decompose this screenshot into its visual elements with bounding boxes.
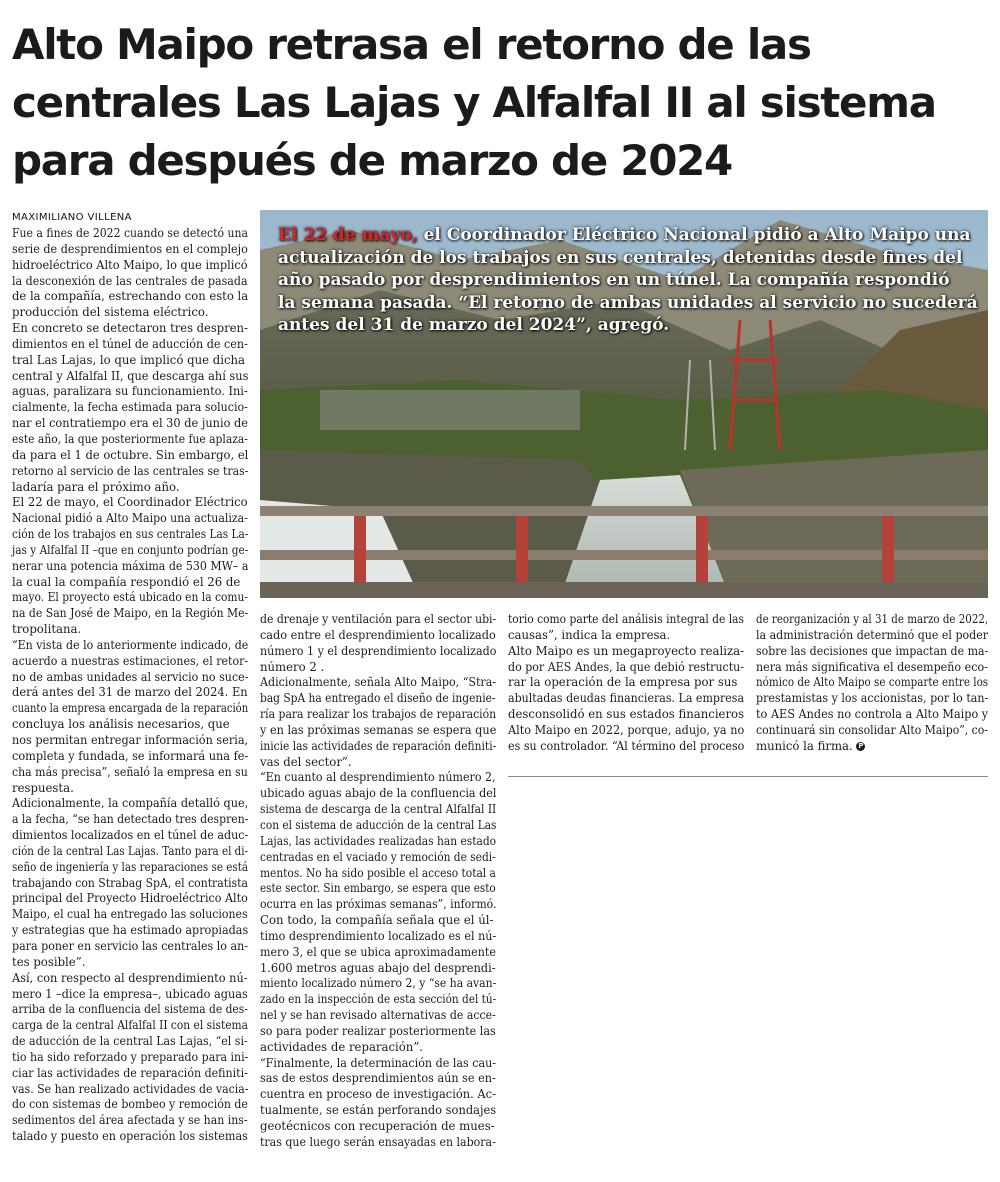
article-line: Lajas, las actividades realizadas han estado: [260, 833, 497, 848]
article-line: talado y puesto en operación los sistemas: [12, 1129, 248, 1144]
article-line: cuanto la empresa encargada de la reparación: [12, 701, 249, 716]
article-line: centradas en el vaciado y remoción de sedi-: [260, 849, 496, 864]
article-line: seño de ingeniería y las reparaciones se está: [12, 859, 249, 874]
article-line: inicie las actividades de reparación definiti-: [260, 738, 497, 753]
article-line: producción del sistema eléctrico.: [12, 305, 209, 320]
article-line: desconsolidó en sus estados financieros: [508, 707, 745, 722]
article-line: ocurra en las próximas semanas”, informó.: [260, 897, 497, 912]
article-line: Nacional pidió a Alto Maipo una actualiza-: [12, 511, 248, 526]
article-line: Alto Maipo es un megaproyecto realiza-: [508, 643, 745, 658]
article-line: nar el contratiempo era el 30 de junio de: [12, 416, 249, 431]
article-line: tral Las Lajas, lo que implicó que dicha: [12, 352, 246, 367]
article-line: trabajando con Strabag SpA, el contratista: [12, 875, 248, 890]
article-line: “Finalmente, la determinación de las cau-: [260, 1055, 497, 1070]
article-line: tio ha sido reforzado y preparado para ini-: [12, 1049, 249, 1064]
article-line: tes posible”.: [12, 954, 86, 969]
article-column-3: [508, 612, 744, 755]
article-line: de la compañía, estrechando con esto la: [12, 289, 249, 304]
caption-line: actualización de los trabajos en sus centrales, detenidas desde fines del: [278, 247, 963, 268]
article-line: la desconexión de las centrales de pasada: [12, 273, 248, 288]
article-line: prestamistas y los accionistas, por lo tan-: [756, 691, 989, 706]
article-line: actividades de reparación”.: [260, 1039, 424, 1054]
article-line: mero 3, el que se ubica aproximadamente: [260, 944, 496, 959]
caption-line: la semana pasada. “El retorno de ambas unidades al servicio no sucederá: [278, 292, 978, 313]
article-line: causas”, indica la empresa.: [508, 627, 671, 642]
article-line: este año, la que posteriormente fue aplaza-: [12, 431, 248, 446]
article-line: na de San José de Maipo, en la Región Me-: [12, 606, 249, 621]
article-line: nerar una potencia máxima de 530 MW– a: [12, 558, 249, 573]
article-line: 1.600 metros aguas abajo del desprendi-: [260, 960, 496, 975]
article-line: da para el 1 de octubre. Sin embargo, el: [12, 447, 249, 462]
article-line: número 2 .: [260, 659, 325, 674]
caption-date: El 22 de mayo,: [278, 225, 418, 245]
article-line: Adicionalmente, señala Alto Maipo, “Stra-: [260, 675, 497, 690]
article-line: tualmente, se están perforando sondajes: [260, 1103, 497, 1118]
article-line: ción de los trabajos en sus centrales Las La-: [12, 527, 249, 542]
article-line: rar la operación de la empresa por sus: [508, 675, 738, 690]
article-line: Fue a fines de 2022 cuando se detectó una: [12, 226, 248, 240]
article-line: El 22 de mayo, el Coordinador Eléctrico: [12, 495, 248, 510]
caption-line: año pasado por desprendimientos en un túnel. La compañía respondió: [278, 270, 950, 291]
article-line: la administración determinó que el poder: [756, 627, 988, 642]
article-line: cuentra en proceso de investigación. Ac-: [260, 1087, 496, 1102]
article-line: arriba de la confluencia del sistema de des-: [12, 1002, 248, 1017]
headline-line: centrales Las Lajas y Alfalfal II al sistema: [12, 78, 936, 127]
article-line: “En vista de lo anteriormente indicado, de: [12, 637, 249, 652]
article-line: jas y Alfalfal II –que en conjunto podrían ge-: [12, 542, 249, 557]
article-line: ría para realizar los trabajos de reparación: [260, 707, 497, 722]
article-photo: [260, 210, 988, 598]
article-line: “En cuanto al desprendimiento número 2,: [260, 770, 496, 785]
photo-caption: [278, 224, 978, 337]
article-line: miento localizado número 2, y “se ha avan-: [260, 976, 497, 991]
article-column-4: [756, 612, 988, 755]
article-line: este sector. Sin embargo, se espera que esto: [260, 881, 496, 896]
article-line: sas de estos desprendimientos aún se en-: [260, 1071, 496, 1086]
article-line: vas del sector”.: [260, 754, 352, 769]
article-line: torio como parte del análisis integral de las: [508, 612, 745, 626]
article-line: central y Alfalfal II, que descarga ahí sus: [12, 368, 249, 383]
article-line: la cual la compañía respondió el 26 de: [12, 574, 241, 589]
article-line: mentos. No ha sido posible el acceso total a: [260, 865, 496, 880]
article-line: Maipo, el cual ha entregado las soluciones: [12, 907, 248, 922]
headline-line: para después de marzo de 2024: [12, 136, 732, 185]
article-line: acuerdo a nuestras estimaciones, el retor-: [12, 653, 249, 668]
article-line: geotécnicos con recuperación de mues-: [260, 1119, 495, 1133]
article-line: mayo. El proyecto está ubicado en la comu-: [12, 590, 249, 605]
article-column-1: [12, 226, 248, 1145]
article-line: do con sistemas de bombeo y remoción de: [12, 1097, 248, 1112]
article-line: Alto Maipo en 2022, porque, adujo, ya no: [508, 722, 745, 737]
article-line: ladaría para el próximo año.: [12, 479, 180, 494]
article-line: nómico de Alto Maipo se comparte entre los: [756, 675, 989, 690]
article-line: sedimentos del área afectada y se han ins-: [12, 1113, 248, 1128]
article-line: número 1 y el desprendimiento localizado: [260, 643, 497, 658]
article-line: es su controlador. “Al término del proceso: [508, 738, 745, 753]
article-line: zado en la inspección de esta sección del tú-: [260, 992, 497, 1007]
article-line: sobre las decisiones que impactan de ma-: [756, 643, 989, 658]
caption-line: antes del 31 de marzo del 2024”, agregó.: [278, 315, 670, 336]
column-divider-rule: [508, 776, 988, 777]
article-line: do por AES Andes, la que debió restructu-: [508, 659, 745, 674]
article-line: y en las próximas semanas se espera que: [260, 722, 497, 737]
article-line: cialmente, la fecha estimada para solucio-: [12, 400, 248, 415]
article-line: sistema de descarga de la central Alfalfal II: [260, 802, 497, 817]
article-line: tropolitana.: [12, 622, 82, 637]
article-line: municó la firma. P: [756, 738, 864, 753]
article-line: continuará sin consolidar Alto Maipo”, co-: [756, 722, 988, 737]
article-line: cha más precisa”, señaló la empresa en su: [12, 764, 248, 779]
article-line: mero 1 –dice la empresa–, ubicado aguas: [12, 986, 248, 1001]
article-line: cado entre el desprendimiento localizado: [260, 627, 496, 642]
article-line: con el sistema de aducción de la central Las: [260, 817, 497, 832]
article-line: de aducción de la central Las Lajas, “el si-: [12, 1034, 248, 1049]
article-line: para poner en servicio las centrales lo an-: [12, 938, 248, 953]
article-line: de reorganización y al 31 de marzo de 2022,: [756, 612, 989, 626]
headline-line: Alto Maipo retrasa el retorno de las: [12, 20, 811, 69]
article-line: nera más significativa el desempeño eco-: [756, 659, 988, 674]
article-line: dimientos localizados en el túnel de aduc-: [12, 828, 249, 843]
article-line: a la fecha, “se han detectado tres despren-: [12, 812, 249, 827]
article-line: retorno al servicio de las centrales se tras-: [12, 463, 249, 478]
article-line: carga de la central Alfalfal II con el sistema: [12, 1018, 248, 1033]
article-line: nos permitan entregar información seria,: [12, 733, 249, 747]
article-line: dimientos en el túnel de aducción de cen-: [12, 336, 248, 351]
article-line: respuesta.: [12, 780, 74, 795]
article-line: ción de la central Las Lajas. Tanto para el di-: [12, 843, 249, 858]
caption-line: el Coordinador Eléctrico Nacional pidió a Alto Maipo una: [417, 225, 971, 245]
article-line: bag SpA ha entregado el diseño de ingenie-: [260, 691, 496, 706]
article-line: Adicionalmente, la compañía detalló que,: [12, 796, 249, 811]
article-line: Con todo, la compañía señala que el úl-: [260, 913, 494, 928]
article-line: y estrategias que ha estimado apropiadas: [12, 923, 249, 938]
article-line: derá antes del 31 de marzo del 2024. En: [12, 685, 248, 700]
article-line: to AES Andes no controla a Alto Maipo y: [756, 707, 989, 722]
article-line: hidroeléctrico Alto Maipo, lo que implicó: [12, 257, 248, 272]
article-line: Así, con respecto al desprendimiento nú-: [12, 970, 248, 985]
article-line: tras que luego serán ensayadas en labora-: [260, 1134, 496, 1149]
article-line: ubicado aguas abajo de la confluencia del: [260, 786, 497, 801]
article-line: completa y fundada, se informará una fe-: [12, 748, 249, 763]
article-line: de drenaje y ventilación para el sector ubi-: [260, 612, 497, 626]
byline: MAXIMILIANO VILLENA: [12, 212, 132, 223]
article-line: aguas, paralizara su funcionamiento. Ini-: [12, 384, 248, 399]
article-line: abultadas deudas financieras. La empresa: [508, 691, 745, 706]
article-line: concluya los análisis necesarios, que: [12, 717, 230, 732]
article-line: so para poder realizar posteriormente las: [260, 1023, 496, 1038]
article-line: nel y se han revisado alternativas de acce-: [260, 1008, 496, 1023]
article-line: vas. Se han realizado actividades de vacia-: [12, 1081, 249, 1096]
article-line: no de ambas unidades al servicio no suce-: [12, 669, 249, 684]
article-line: principal del Proyecto Hidroeléctrico Alto: [12, 891, 248, 906]
article-line: ciar las actividades de reparación definiti-: [12, 1065, 248, 1080]
article-column-2: [260, 612, 496, 1151]
end-of-article-icon: P: [858, 742, 864, 751]
article-line: serie de desprendimientos en el complejo: [12, 241, 248, 256]
article-line: En concreto se detectaron tres despren-: [12, 321, 248, 336]
article-line: timo desprendimiento localizado es el nú-: [260, 928, 497, 943]
headline: [12, 16, 987, 190]
